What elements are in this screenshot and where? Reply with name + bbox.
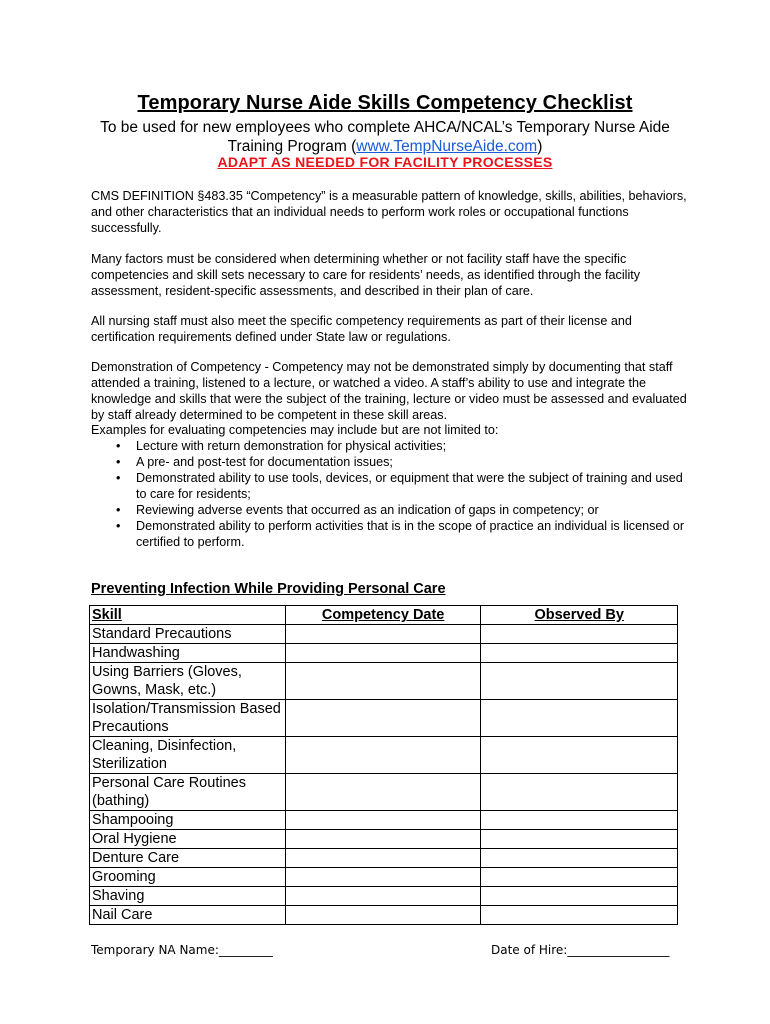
table-row [90,774,678,811]
observed-by-cell[interactable] [481,700,678,737]
table-row [90,849,678,868]
observed-by-cell[interactable] [481,868,678,887]
section-title: Preventing Infection While Providing Personal Care [91,581,446,597]
bullet-icon: • [116,503,121,517]
competency-date-cell[interactable] [285,906,481,925]
factors-paragraph: Many factors must be considered when determining whether or not facility staff have the specific competencies and skill sets necessary to care for residents’ needs, as identified through the facility assessment, resident-specific assessments, and described in their plan of care. [91,252,641,298]
subtitle-suffix: ) [537,138,543,155]
skill-cell: Using Barriers (Gloves, Gowns, Mask, etc.) [90,663,286,700]
observed-by-cell[interactable] [481,625,678,644]
competency-date-cell[interactable] [285,849,481,868]
skill-cell: Nail Care [90,906,286,925]
observed-by-cell[interactable] [481,830,678,849]
observed-by-cell[interactable] [481,774,678,811]
bullet-icon: • [116,519,121,533]
list-item: • A pre- and post-test for documentation issues; [116,455,393,469]
competency-date-cell[interactable] [285,811,481,830]
examples-list [91,438,691,550]
bullet-icon: • [116,471,121,485]
competency-date-cell[interactable] [285,887,481,906]
table-row [90,887,678,906]
skill-cell: Isolation/Transmission Based Precautions [90,700,286,737]
skill-cell: Oral Hygiene [90,830,286,849]
observed-by-cell[interactable] [481,644,678,663]
observed-by-cell[interactable] [481,849,678,868]
table-header-row [90,606,678,625]
examples-intro: Examples for evaluating competencies may include but are not limited to: [91,423,499,437]
competency-date-cell[interactable] [285,663,481,700]
skill-cell: Cleaning, Disinfection, Sterilization [90,737,286,774]
table-row [90,737,678,774]
demonstration-paragraph: Demonstration of Competency - Competency may not be demonstrated simply by documenting that staff attended a training, listened to a lecture, or watched a video. A staff’s ability to use and integrate the knowledge and skills that were the subject of the training, lecture or video must be assessed and evaluated by staff already determined to be competent in these skill areas. [91,360,687,422]
temp-nurse-aide-link[interactable]: www.TempNurseAide.com [356,138,538,155]
table-row [90,663,678,700]
list-item: • Demonstrated ability to use tools, devices, or equipment that were the subject of training and used to care for residents; [116,471,683,501]
skill-cell: Grooming [90,868,286,887]
subtitle-prefix: To be used for new employees who complete AHCA/NCAL’s Temporary Nurse Aide Training Program ( [100,119,670,155]
list-item: • Demonstrated ability to perform activities that is in the scope of practice an individual is licensed or certified to perform. [116,519,685,549]
table-row [90,644,678,663]
table-row [90,830,678,849]
skill-header: Skill [90,606,286,625]
table-row [90,625,678,644]
adapt-notice: ADAPT AS NEEDED FOR FACILITY PROCESSES [217,154,553,170]
temporary-na-name-field[interactable]: Temporary NA Name:_________ [91,943,273,957]
bullet-icon: • [116,455,121,469]
list-item: • Reviewing adverse events that occurred as an indication of gaps in competency; or [116,503,599,517]
table-row [90,811,678,830]
date-of-hire-field[interactable]: Date of Hire:_________________ [491,943,670,957]
observed-by-header: Observed By [481,606,678,625]
table-row [90,868,678,887]
skill-cell: Shampooing [90,811,286,830]
page-title: Temporary Nurse Aide Skills Competency Checklist [137,92,633,114]
observed-by-cell[interactable] [481,906,678,925]
observed-by-cell[interactable] [481,811,678,830]
nursing-staff-paragraph: All nursing staff must also meet the specific competency requirements as part of their license and certification requirements defined under State law or regulations. [91,314,632,344]
table-row [90,906,678,925]
competency-date-cell[interactable] [285,700,481,737]
bullet-icon: • [116,439,121,453]
observed-by-cell[interactable] [481,737,678,774]
subtitle [80,118,690,156]
competency-date-cell[interactable] [285,737,481,774]
skill-cell: Personal Care Routines (bathing) [90,774,286,811]
skill-cell: Denture Care [90,849,286,868]
skill-cell: Standard Precautions [90,625,286,644]
competency-date-cell[interactable] [285,774,481,811]
competency-date-cell[interactable] [285,625,481,644]
skill-cell: Shaving [90,887,286,906]
skills-table [89,605,678,925]
cms-definition-paragraph: CMS DEFINITION §483.35 “Competency” is a measurable pattern of knowledge, skills, abilities, behaviors, and other characteristics that an individual needs to perform work roles or occupational functions successfully. [91,189,687,235]
skill-cell: Handwashing [90,644,286,663]
competency-date-cell[interactable] [285,868,481,887]
competency-date-cell[interactable] [285,644,481,663]
list-item: • Lecture with return demonstration for physical activities; [116,439,447,453]
competency-date-header: Competency Date [285,606,481,625]
table-row [90,700,678,737]
observed-by-cell[interactable] [481,887,678,906]
observed-by-cell[interactable] [481,663,678,700]
competency-date-cell[interactable] [285,830,481,849]
